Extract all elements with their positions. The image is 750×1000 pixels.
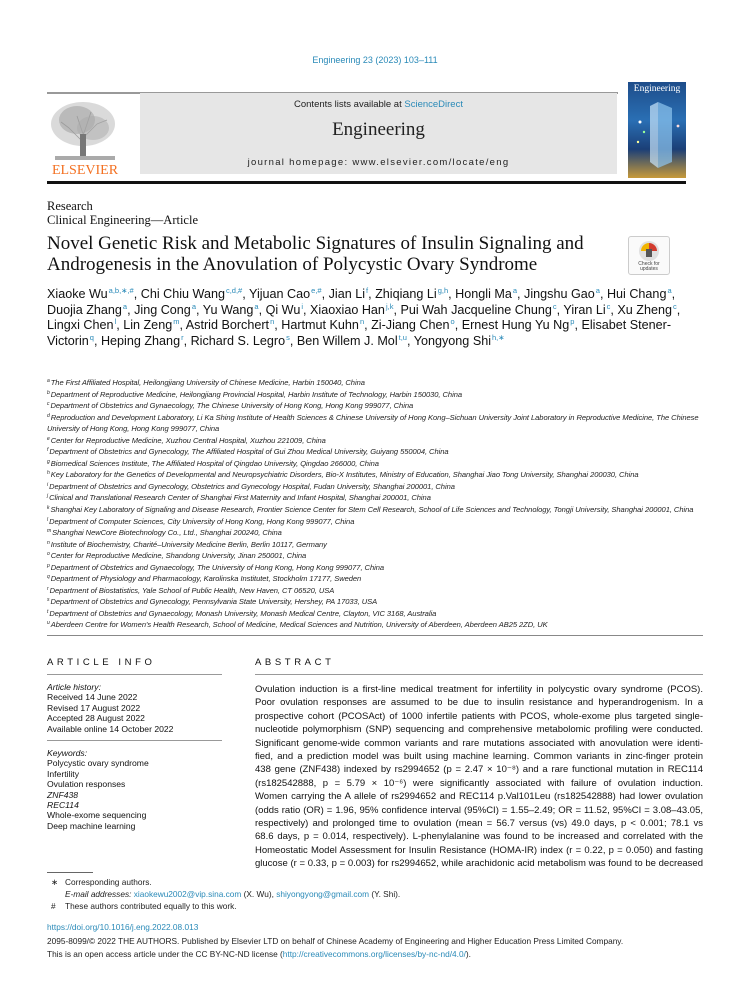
author	[203, 303, 259, 317]
affiliation-text: Center for Reproductive Medicine, Shandong University, Jinan 250001, China	[50, 551, 307, 561]
divider	[47, 181, 686, 184]
author	[141, 287, 243, 301]
abstract-line: Significant genome-wide common variants and rare mutations associated with anovulation were identi-	[255, 737, 703, 749]
author-list: Xiaoke $Wu^{a,b,∗,\#}$, Chi Chiu Wang$^{c,d,\#}$, Yijuan Cao$^{e,\#}$, Jian Li$^f$, Zhiqiang Li$^{g,h}$, Hongli Ma$^a$, Jingshu Gao$^a$, Hui Chang$^a$, Duojia Zhang$^a$, Jing Cong$^a$, Yu Wang$^a$, Qi Wu$^i$, Xiaoxiao Han$^{j,k}$, Pui Wah Jacqueline Chung$^c$, Yiran Li$^c$, Xu Zheng$^c$, Lingxi Chen$^l$, Lin Zeng$^m$, Astrid Borchert$^n$, Hartmut Kuhn$^n$, Zi-Jiang Chen$^o$, Ernest Hung Yu Ng$^p$, Elisabet Stener-Victorin$^q$, Heping Zhang$^r$, Richard S. Legro$^s$, Ben Willem J. Mol$^{t,u}$, Yongyong Shi$^{h,∗}$	[47, 286, 681, 348]
affiliation	[47, 527, 707, 539]
affiliation-text: Reproduction and Development Laboratory, Li Ka Shing Institute of Health Sciences & Chinese University of Hong Kong–Sichuan University Joint Laboratory in Reproductive Medicine, The Chinese University of Hong Kong, Hong Kong 999077, China	[47, 412, 699, 434]
author-name: Yiran Li	[563, 302, 606, 317]
abstract-line: 68.6 days, p = 0.014, respectively). L-phenylalanine was found to be increased and correlated with the	[255, 831, 703, 843]
author	[47, 318, 116, 332]
affiliation	[47, 412, 707, 435]
abstract-line: (odds ratio (OR) = 1.96, 95% confidence interval (95%CI) = 1.55–2.49; OR = 11.52, 95%CI = 3.08–43.05,	[255, 804, 703, 816]
keyword: Ovulation responses	[47, 779, 126, 790]
author-affiliation-mark[interactable]: h,∗	[492, 332, 505, 342]
journal-homepage[interactable]: journal homepage: www.elsevier.com/locate/eng	[247, 157, 510, 168]
author-name: Zi-Jiang Chen	[371, 318, 450, 333]
author	[191, 334, 290, 348]
email-footnote	[47, 888, 400, 900]
affiliation-text: Department of Obstetrics and Gynecology, The Affiliated Hospital of Gui Zhou Medical University, Guiyang 550004, China	[49, 447, 449, 457]
affiliation-text: The First Affiliated Hospital, Heilongjiang University of Chinese Medicine, Harbin 150040, China	[50, 378, 365, 387]
author	[455, 287, 517, 301]
author-name: Hui Chang	[606, 287, 667, 301]
affiliation-key: f	[47, 447, 49, 454]
license-block	[47, 935, 623, 960]
author-affiliation-mark[interactable]: e,#	[311, 286, 322, 295]
affiliation	[47, 458, 707, 470]
equal-contribution-footnote	[47, 900, 400, 912]
affiliation-key: u	[47, 620, 50, 627]
affiliation-text: Department of Computer Sciences, City University of Hong Kong, Hong Kong 999077, China	[49, 516, 355, 526]
author-name: Lin Zeng	[123, 318, 173, 333]
author-name: Yongyong Shi	[413, 333, 492, 348]
abstract-line: respectively) and prolonged time to ovulation (mean = 56.7 versus (vs) 49.0 days, p < 0.001; 78.1 vs	[255, 818, 703, 830]
author	[123, 318, 179, 332]
author	[617, 303, 676, 317]
author-affiliation-mark[interactable]: c	[606, 301, 611, 311]
affiliation-key: q	[47, 574, 50, 581]
email-owner: (X. Wu),	[241, 889, 277, 899]
affiliation	[47, 573, 707, 585]
keyword: Infertility	[47, 768, 79, 779]
affiliation-key: s	[47, 597, 50, 604]
divider	[255, 674, 703, 675]
author	[297, 334, 407, 348]
affiliation	[47, 619, 707, 631]
affiliation-text: Clinical and Translational Research Center of Shanghai First Maternity and Infant Hospital, Shanghai 200001, China	[49, 493, 431, 503]
keyword: REC114	[47, 800, 79, 811]
author-affiliation-mark[interactable]: a	[667, 286, 672, 295]
affiliation-key: c	[47, 401, 50, 408]
corresponding-footnote	[47, 876, 400, 888]
keyword: Polycystic ovary syndrome	[47, 758, 149, 769]
affiliation-key: k	[47, 505, 50, 512]
author-name: Ben Willem J. Mol	[296, 333, 398, 348]
author-name: Lingxi Chen	[47, 318, 114, 333]
author	[266, 303, 303, 317]
journal-header	[140, 93, 617, 174]
affiliation-text: Department of Obstetrics and Gynaecology, The University of Hong Kong, Hong Kong 999077, China	[50, 562, 385, 572]
affiliation-text: Institute of Biochemistry, Charité–University Medicine Berlin, Berlin 10117, Germany	[50, 539, 327, 549]
abstract-line: glucose (r = 0.33, p = 0.003) for rs2994652, while arachidonic acid metabolism was found to be decreased	[255, 858, 703, 870]
email-link[interactable]: shiyongyong@gmail.com	[276, 889, 370, 899]
history-item: Received 14 June 2022	[47, 692, 138, 703]
check-for-updates-button[interactable]	[628, 236, 670, 275]
author	[414, 334, 505, 348]
affiliation-key: m	[47, 528, 52, 535]
abstract-line: fied, and a prediction model was built using machine learning. Common variants in zinc-finger protein	[255, 751, 703, 763]
article-type: Research	[47, 199, 93, 213]
author-name: Chi Chiu Wang	[140, 287, 225, 301]
doi-link[interactable]: https://doi.org/10.1016/j.eng.2022.08.013	[47, 922, 199, 932]
author-name: Yijuan Cao	[249, 287, 311, 301]
author-name: Ernest Hung Yu Ng	[461, 318, 570, 333]
author-name: Hartmut Kuhn	[281, 318, 359, 333]
history-item: Available online 14 October 2022	[47, 723, 174, 734]
author-name: Qi Wu	[265, 302, 301, 317]
affiliation-key: t	[47, 608, 49, 615]
keywords-label: Keywords:	[47, 748, 88, 758]
sciencedirect-link[interactable]: ScienceDirect	[404, 99, 463, 110]
author	[101, 334, 184, 348]
author	[281, 318, 364, 332]
author	[563, 303, 610, 317]
author-affiliation-mark[interactable]: o	[450, 317, 455, 327]
abstract-body	[255, 683, 703, 871]
divider	[47, 674, 222, 675]
affiliation-text: Department of Obstetrics and Gynaecology, Monash University, Monash Medical Centre, Clayton, VIC 3168, Australia	[49, 608, 437, 618]
elsevier-tree-icon	[47, 98, 123, 176]
article-history	[47, 682, 173, 734]
affiliation	[47, 562, 707, 574]
author-affiliation-mark[interactable]: a	[254, 301, 259, 311]
article-title	[47, 233, 617, 275]
email-label: E-mail addresses:	[65, 889, 132, 899]
abstract-line: 438 gene (ZNF438) indexed by rs2994652 (p = 2.47 × 10⁻⁸) and a rare functional mutation in REC114	[255, 764, 703, 776]
author-name: Xiaoxiao Han	[310, 302, 385, 317]
footnote-divider	[47, 872, 93, 873]
author-affiliation-mark[interactable]: n	[359, 317, 365, 327]
author	[249, 287, 322, 301]
affiliation-key: e	[47, 435, 50, 442]
affiliation-text: Department of Reproductive Medicine, Heilongjiang Provincial Hospital, Harbin Institute of Technology, Harbin 150030, China	[50, 389, 462, 399]
author-name: Duojia Zhang	[47, 302, 122, 317]
divider	[47, 635, 703, 636]
author	[47, 287, 134, 301]
author-affiliation-mark[interactable]: q	[89, 332, 94, 342]
journal-reference-link[interactable]: Engineering 23 (2023) 103–111	[312, 55, 438, 65]
author-name: Xu Zheng	[617, 302, 673, 317]
affiliation-text: Department of Biostatistics, Yale School of Public Health, New Haven, CT 06520, USA	[49, 585, 335, 595]
affiliation-key: g	[47, 458, 50, 465]
divider	[47, 740, 222, 741]
affiliation	[47, 481, 707, 493]
cover-title: Engineering	[633, 84, 681, 94]
contents-prefix: Contents lists available at	[294, 99, 405, 110]
affiliation-text: Aberdeen Centre for Women's Health Research, School of Medicine, Medical Sciences and Nutrition, University of Aberdeen, Aberdeen AB25 2ZD, UK	[50, 620, 548, 630]
affiliation-text: Department of Obstetrics and Gynecology, Pennsylvania State University, Hershey, PA 17033, USA	[50, 597, 378, 607]
author-name: Jian Li	[328, 287, 366, 301]
author-name: Zhiqiang Li	[375, 287, 437, 301]
history-item: Accepted 28 August 2022	[47, 713, 145, 724]
history-item: Revised 17 August 2022	[47, 702, 141, 713]
author	[462, 318, 575, 332]
author	[375, 287, 448, 301]
author-affiliation-mark[interactable]: s	[286, 332, 290, 342]
journal-title: Engineering	[332, 119, 425, 140]
author-name: Heping Zhang	[100, 333, 181, 348]
author-affiliation-mark[interactable]: t,u	[398, 332, 407, 342]
contents-line	[140, 99, 617, 110]
author	[329, 287, 369, 301]
affiliation-text: Department of Physiology and Pharmacology, Karolinska Institutet, Stockholm 17177, Sweden	[50, 574, 362, 584]
affiliation-text: Department of Obstetrics and Gynaecology, The Chinese University of Hong Kong, Hong Kong 999077, China	[50, 401, 414, 411]
footnote-mark: ∗	[51, 877, 58, 887]
author	[607, 287, 672, 301]
footnote-text: Corresponding authors.	[65, 877, 152, 887]
footnote-mark: #	[51, 901, 56, 911]
affiliation	[47, 504, 707, 516]
author-affiliation-mark[interactable]: c,d,#	[225, 286, 243, 295]
keyword: Whole-exome sequencing	[47, 810, 147, 821]
affiliation-key: a	[47, 378, 50, 384]
footnotes	[47, 876, 400, 912]
affiliation	[47, 469, 707, 481]
affiliation-key: i	[47, 481, 49, 488]
journal-cover-image	[628, 82, 686, 178]
author-name: Richard S. Legro	[190, 333, 286, 348]
abstract-heading: ABSTRACT	[255, 657, 335, 668]
affiliation-text: Shanghai NewCore Biotechnology Co., Ltd., Shanghai 200240, China	[52, 528, 282, 538]
affiliation-key: n	[47, 539, 50, 546]
article-info-heading: ARTICLE INFO	[47, 657, 156, 668]
author	[400, 303, 556, 317]
author-name: Astrid Borchert	[185, 318, 270, 333]
affiliation-key: p	[47, 562, 50, 569]
author-affiliation-mark[interactable]: j,k	[385, 301, 394, 311]
author	[134, 303, 196, 317]
author-affiliation-mark[interactable]: c	[673, 301, 677, 311]
affiliation-list	[47, 377, 707, 631]
author-affiliation-mark[interactable]: p	[570, 317, 575, 327]
email-link[interactable]: xiaokewu2002@vip.sina.com	[133, 889, 242, 899]
affiliation-key: o	[47, 551, 50, 558]
abstract-line: Homeostatic Model Assessment for Insulin Resistance (HOMA-IR) index (r = 0.22, p = 0.050) and fasting	[255, 844, 703, 856]
keyword: Deep machine learning	[47, 820, 136, 831]
title-line: Novel Genetic Risk and Metabolic Signatures of Insulin Signaling and	[47, 233, 584, 254]
author-affiliation-mark[interactable]: r	[181, 332, 184, 342]
affiliation	[47, 389, 707, 401]
title-line: Androgenesis in the Anovulation of Polycystic Ovary Syndrome	[47, 254, 538, 275]
author-affiliation-mark[interactable]: i	[301, 301, 304, 311]
affiliation	[47, 492, 707, 504]
author-name: Elisabet Stener-Victorin	[47, 318, 672, 348]
license-suffix: ).	[465, 948, 471, 959]
article-category: Clinical Engineering—Article	[47, 213, 198, 227]
author-name: Pui Wah Jacqueline Chung	[400, 302, 552, 317]
affiliation	[47, 377, 707, 389]
affiliation	[47, 550, 707, 562]
affiliation-key: h	[47, 470, 50, 477]
affiliation	[47, 585, 707, 597]
license-link[interactable]: http://creativecommons.org/licenses/by-nc-nd/4.0/	[282, 948, 466, 959]
affiliation-text: Center for Reproductive Medicine, Xuzhou Central Hospital, Xuzhou 221009, China	[50, 435, 326, 445]
affiliation-key: r	[47, 585, 49, 592]
author-affiliation-mark[interactable]: a	[595, 286, 600, 295]
cover-art-icon	[628, 82, 686, 178]
history-label: Article history:	[47, 682, 101, 692]
affiliation-text: Shanghai Key Laboratory of Signaling and Disease Research, Frontier Science Center for Stem Cell Research, School of Life Sciences and Technology, Tongji University, Shanghai 200001, China	[50, 505, 694, 515]
author-affiliation-mark[interactable]: a	[122, 301, 128, 311]
check-updates-label: Check for updates	[638, 261, 660, 272]
author-affiliation-mark[interactable]: a	[191, 301, 196, 311]
author-name: Yu Wang	[202, 302, 254, 317]
author	[524, 287, 600, 301]
author	[47, 303, 127, 317]
keywords	[47, 748, 149, 831]
email-owner: (Y. Shi).	[369, 889, 401, 899]
copyright-text: 2095-8099/© 2022 THE AUTHORS. Published by Elsevier LTD on behalf of Chinese Academy of Engineering and Higher Education Press Limited Company.	[47, 936, 624, 946]
author-affiliation-mark[interactable]: g,h	[437, 286, 449, 295]
author-affiliation-mark[interactable]: n	[270, 317, 275, 327]
author	[310, 303, 393, 317]
author-affiliation-mark[interactable]: a	[512, 286, 518, 295]
author-name: Jingshu Gao	[524, 287, 595, 301]
affiliation-key: l	[47, 516, 49, 523]
affiliation	[47, 446, 707, 458]
abstract-line: (rs182542888, p = 5.79 × 10⁻⁶) were significantly associated with failure of ovulation induction.	[255, 777, 703, 789]
author-affiliation-mark[interactable]: c	[552, 301, 557, 311]
abstract-line: Women carrying the A allele of rs2994652 and REC114 p.Val101Leu (rs182542888) had lower ovulation	[255, 791, 703, 803]
author-affiliation-mark[interactable]: m	[173, 317, 180, 327]
affiliation-key: d	[47, 412, 50, 419]
affiliation	[47, 596, 707, 608]
author-affiliation-mark[interactable]: a,b,∗,#	[108, 286, 134, 295]
article-section	[47, 199, 198, 227]
affiliation-key: b	[47, 389, 50, 396]
abstract-line: Poor ovulation responses are assumed to be due to insulin resistance and hyperandrogenism. In a	[255, 697, 703, 709]
license-prefix: This is an open access article under the CC BY-NC-ND license (	[47, 948, 283, 959]
abstract-line: prospective cohort (PCOSAct) of 1000 infertile patients with PCOS, whole-exome plus targeted single-	[255, 710, 703, 722]
author-name: Jing Cong	[134, 302, 191, 317]
affiliation	[47, 435, 707, 447]
author-name: Hongli Ma	[455, 287, 512, 301]
abstract-line: nucleotide polymorphism (SNP) sequencing and comprehensive metabolomic profiling were conducted.	[255, 724, 703, 736]
check-updates-icon	[638, 240, 660, 262]
affiliation-text: Department of Obstetrics and Gynecology, Obstetrics and Gynecology Hospital, Fudan University, Shanghai 200001, China	[49, 481, 455, 491]
elsevier-logo	[47, 98, 123, 176]
affiliation-key: j	[47, 493, 49, 500]
footnote-text: These authors contributed equally to this work.	[65, 901, 237, 911]
author-affiliation-mark[interactable]: l	[114, 317, 117, 327]
affiliation	[47, 400, 707, 412]
license-text	[47, 948, 623, 961]
affiliation	[47, 539, 707, 551]
affiliation	[47, 608, 707, 620]
keyword: ZNF438	[47, 789, 79, 800]
affiliation	[47, 516, 707, 528]
author	[371, 318, 455, 332]
author	[186, 318, 274, 332]
abstract-line: Ovulation induction is a first-line medical treatment for infertility in polycystic ovary syndrome (PCOS).	[255, 684, 703, 695]
elsevier-wordmark: ELSEVIER	[51, 163, 119, 176]
affiliation-text: Key Laboratory for the Genetics of Developmental and Neuropsychiatric Disorders, Bio-X Institutes, Ministry of Education, Shanghai Jiao Tong University, Shanghai 200030, China	[50, 470, 639, 480]
author-affiliation-mark[interactable]: f	[366, 286, 369, 295]
author-name: Xiaoke Wu	[47, 287, 108, 301]
affiliation-text: Biomedical Sciences Institute, The Affiliated Hospital of Qingdao University, Qingdao 266000, China	[50, 458, 379, 468]
